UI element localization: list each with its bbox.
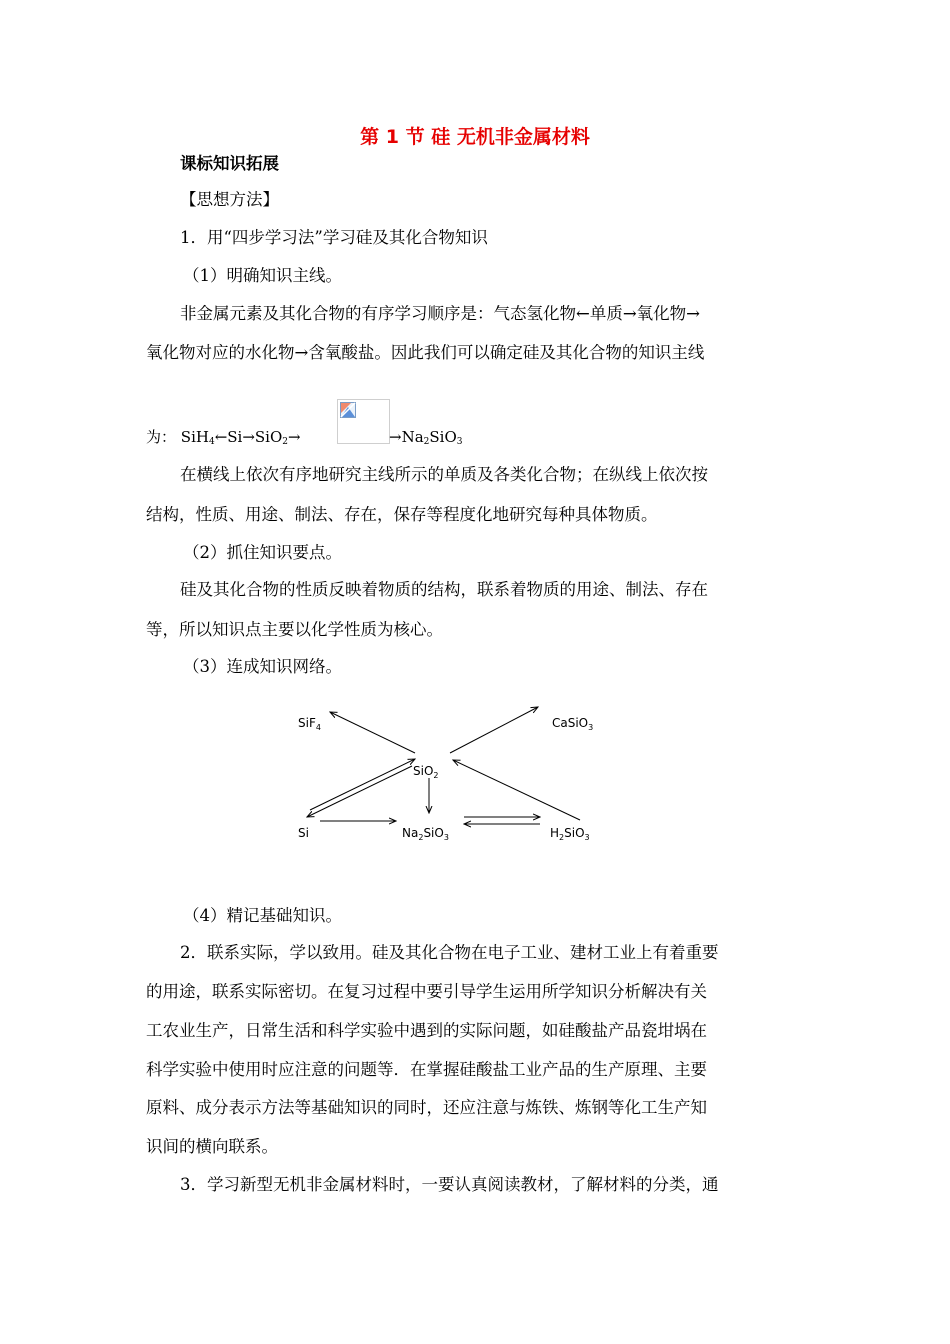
- paragraph-1-1-heading: （1）明确知识主线。: [183, 266, 342, 285]
- node-h2sio3: $H_2SiO_3$: [550, 826, 590, 842]
- paragraph-line: 原料、成分表示方法等基础知识的同时，还应注意与炼铁、炼钢等化工生产知: [146, 1098, 707, 1117]
- paragraph-line: 2．联系实际，学以致用。硅及其化合物在电子工业、建材工业上有着重要: [180, 943, 719, 962]
- paragraph-1-2-heading: （2）抓住知识要点。: [183, 543, 342, 562]
- paragraph-line: 硅及其化合物的性质反映着物质的结构，联系着物质的用途、制法、存在: [180, 580, 708, 599]
- node-sif4: SiF$_4$: [298, 716, 321, 732]
- arrow-sio2-to-casio3: [450, 707, 538, 753]
- formula-sih4: SiH$_4$: [180, 428, 215, 447]
- arrow-sio2-to-sif4: [330, 712, 415, 753]
- formula-subscript: 2: [282, 437, 289, 447]
- paragraph-1-3-heading: （3）连成知识网络。: [183, 657, 342, 676]
- paragraph-line: 的用途，联系实际密切。在复习过程中要引导学生运用所学知识分析解决有关: [146, 982, 707, 1001]
- arrow-sio2-to-si: [307, 766, 412, 817]
- arrow-h2sio3-to-sio2: [453, 760, 580, 820]
- knowledge-network-diagram: [290, 700, 620, 850]
- subtitle: 课标知识拓展: [180, 154, 279, 173]
- paragraph-line: 氧化物对应的水化物→含氧酸盐。因此我们可以确定硅及其化合物的知识主线: [146, 343, 705, 362]
- mainline-lead: 为：: [146, 428, 177, 446]
- section-heading: 【思想方法】: [180, 190, 279, 209]
- paragraph-line: 结构，性质、用途、制法、存在，保存等程度化地研究每种具体物质。: [146, 505, 658, 524]
- paragraph-line: 3．学习新型无机非金属材料时，一要认真阅读教材，了解材料的分类，通: [180, 1175, 719, 1194]
- formula-na2sio3: $\to Na_2SiO_3$: [389, 428, 463, 447]
- paragraph-line: 在横线上依次有序地研究主线所示的单质及各类化合物；在纵线上依次按: [180, 465, 708, 484]
- node-si: Si: [298, 826, 309, 840]
- node-casio3: CaSiO$_3$: [552, 716, 594, 732]
- paragraph-line: 等，所以知识点主要以化学性质为核心。: [146, 620, 443, 639]
- node-na2sio3: $Na_2SiO_3$: [402, 826, 449, 842]
- arrow-si-to-sio2: [310, 759, 415, 810]
- paragraph-1-4-heading: （4）精记基础知识。: [183, 906, 342, 925]
- formula-arrow: →: [288, 428, 301, 446]
- mainline-formula: [146, 428, 301, 451]
- page-title: 第 1 节 硅 无机非金属材料: [360, 126, 590, 148]
- node-sio2: SiO$_2$: [413, 764, 439, 780]
- paragraph-line: 工农业生产，日常生活和科学实验中遇到的实际问题，如硅酸盐产品瓷坩埚在: [146, 1021, 707, 1040]
- missing-image-placeholder: [337, 399, 390, 444]
- diagram-labels: [298, 716, 593, 842]
- formula-si-sio2: ←Si→SiO: [214, 428, 283, 446]
- paragraph-line: 识间的横向联系。: [146, 1137, 278, 1156]
- broken-image-icon: [340, 402, 356, 418]
- paragraph-1-heading: 1．用“四步学习法”学习硅及其化合物知识: [180, 228, 488, 247]
- paragraph-line: 科学实验中使用时应注意的问题等．在掌握硅酸盐工业产品的生产原理、主要: [146, 1060, 707, 1079]
- paragraph-line: 非金属元素及其化合物的有序学习顺序是：气态氢化物←单质→氧化物→: [180, 304, 700, 323]
